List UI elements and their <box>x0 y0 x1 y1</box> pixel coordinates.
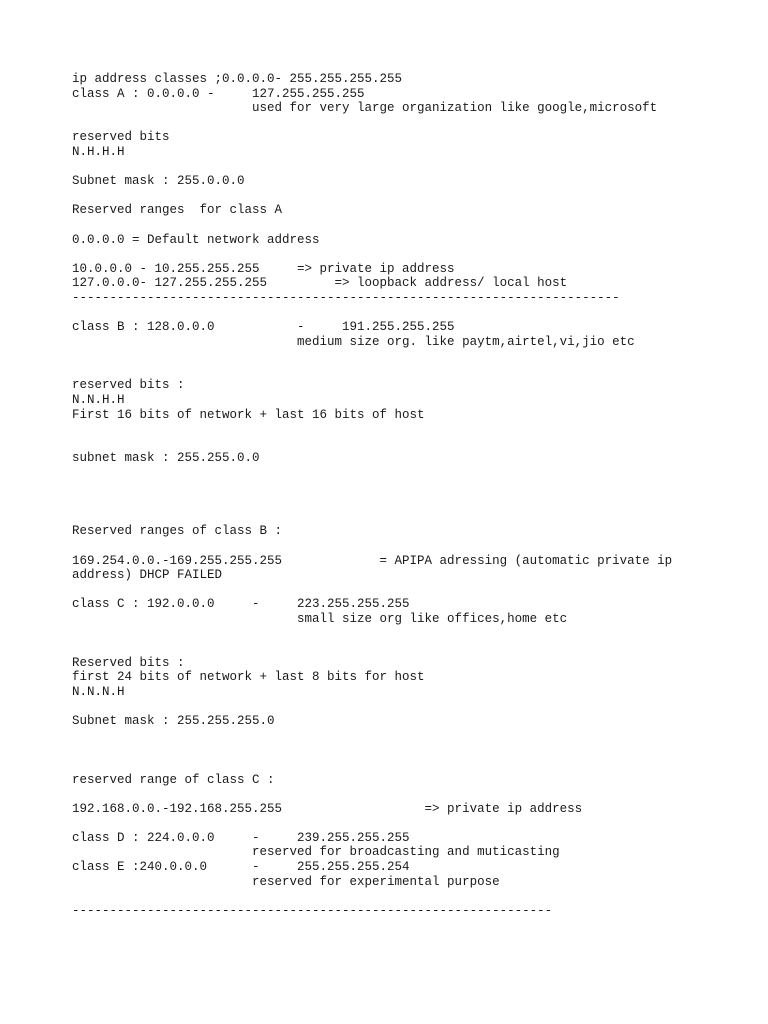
text-line: reserved for broadcasting and muticasting <box>72 845 560 860</box>
text-line <box>72 743 728 758</box>
text-line: class A : 0.0.0.0 - 127.255.255.255 <box>72 86 365 101</box>
text-line <box>72 306 728 321</box>
text-line: ------------------------------------------------------------------------- <box>72 290 620 305</box>
text-line <box>72 364 728 379</box>
text-line <box>72 160 728 175</box>
text-line: ---------------------------------------------------------------- <box>72 903 553 918</box>
text-line <box>72 539 728 554</box>
text-line <box>72 627 728 642</box>
text-line: 169.254.0.0.-169.255.255.255 = APIPA adressing (automatic private ip <box>72 553 673 568</box>
text-line <box>72 349 728 364</box>
text-line <box>72 495 728 510</box>
text-line <box>72 189 728 204</box>
text-line: reserved bits : <box>72 378 185 393</box>
text-line <box>72 247 728 262</box>
text-line <box>72 816 728 831</box>
text-line: reserved bits <box>72 130 170 145</box>
text-line: address) DHCP FAILED <box>72 568 223 583</box>
text-line: First 16 bits of network + last 16 bits of host <box>72 407 425 422</box>
text-line <box>72 583 728 598</box>
text-line: Reserved ranges of class B : <box>72 524 283 539</box>
text-line: Subnet mask : 255.255.255.0 <box>72 714 275 729</box>
text-line <box>72 481 728 496</box>
text-line: used for very large organization like google,microsoft <box>72 101 658 116</box>
text-line: class E :240.0.0.0 - 255.255.255.254 <box>72 860 410 875</box>
text-line: class C : 192.0.0.0 - 223.255.255.255 <box>72 597 410 612</box>
text-line: Reserved bits : <box>72 655 185 670</box>
text-line <box>72 116 728 131</box>
text-line: subnet mask : 255.255.0.0 <box>72 451 260 466</box>
text-line <box>72 437 728 452</box>
text-line: Subnet mask : 255.0.0.0 <box>72 174 245 189</box>
text-line <box>72 729 728 744</box>
text-line: medium size org. like paytm,airtel,vi,jio etc <box>72 334 635 349</box>
text-line: class D : 224.0.0.0 - 239.255.255.255 <box>72 830 410 845</box>
text-line: N.N.N.H <box>72 684 125 699</box>
text-line: reserved for experimental purpose <box>72 874 500 889</box>
text-line <box>72 422 728 437</box>
text-line: 0.0.0.0 = Default network address <box>72 232 320 247</box>
text-line <box>72 641 728 656</box>
text-line: reserved range of class C : <box>72 772 275 787</box>
text-line <box>72 466 728 481</box>
text-line <box>72 889 728 904</box>
text-line: N.N.H.H <box>72 393 125 408</box>
text-line <box>72 758 728 773</box>
text-line <box>72 787 728 802</box>
text-line: ip address classes ;0.0.0.0- 255.255.255.255 <box>72 72 403 86</box>
text-line <box>72 218 728 233</box>
text-line <box>72 700 728 715</box>
document-body <box>72 72 728 918</box>
text-line: 192.168.0.0.-192.168.255.255 => private ip address <box>72 801 583 816</box>
text-line: Reserved ranges for class A <box>72 203 283 218</box>
text-line: small size org like offices,home etc <box>72 611 568 626</box>
text-line: first 24 bits of network + last 8 bits for host <box>72 670 425 685</box>
text-line: 10.0.0.0 - 10.255.255.255 => private ip address <box>72 261 455 276</box>
text-line: class B : 128.0.0.0 - 191.255.255.255 <box>72 320 455 335</box>
text-line <box>72 510 728 525</box>
text-line: 127.0.0.0- 127.255.255.255 => loopback address/ local host <box>72 276 568 291</box>
text-line: N.H.H.H <box>72 144 125 159</box>
